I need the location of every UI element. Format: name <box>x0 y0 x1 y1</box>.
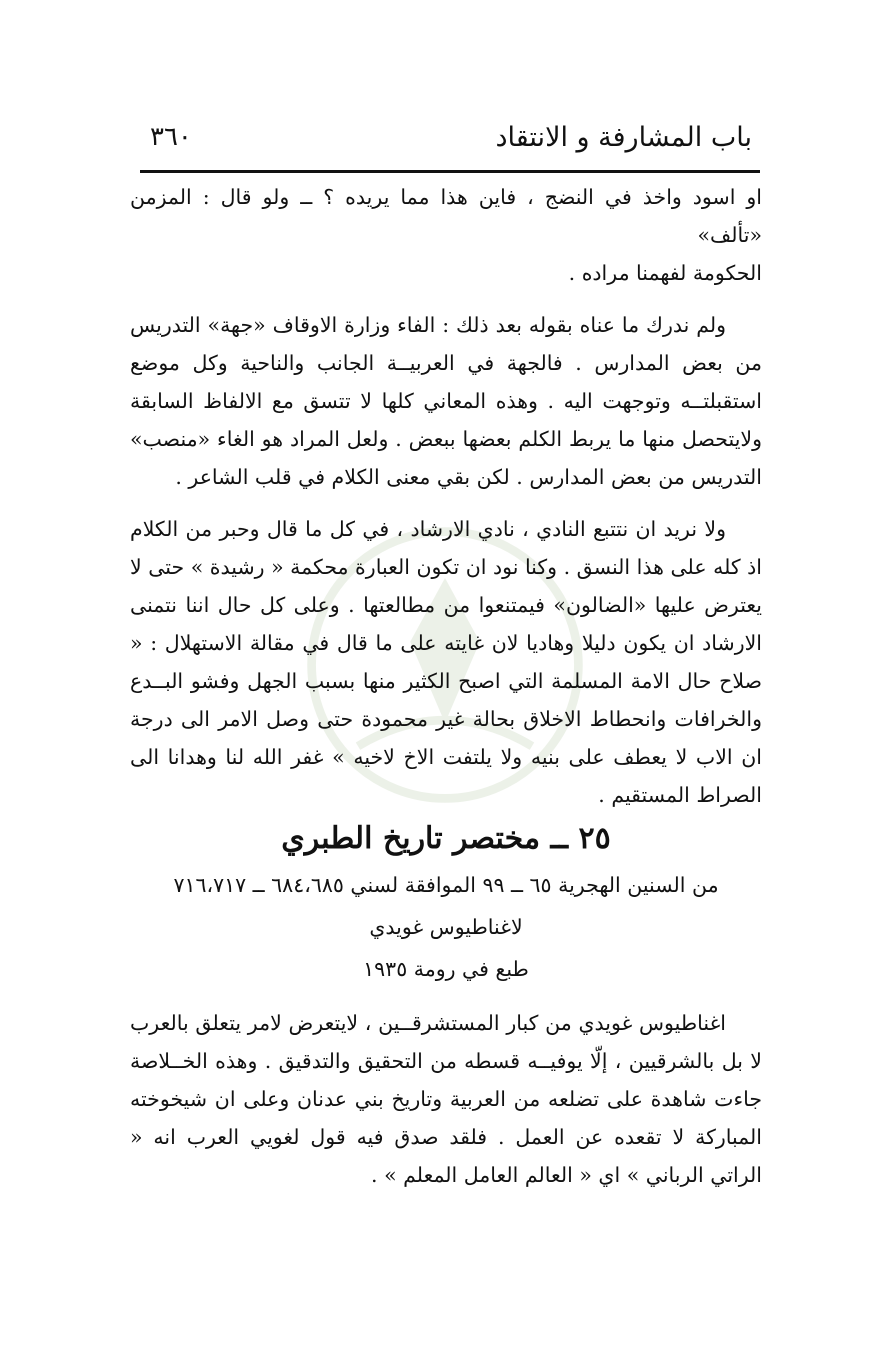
text-line: ما يربط الكلم بعضها ببعض . ولعل المراد هو الغاء «منصب» التدريس من بعض <box>130 427 762 489</box>
text-line: يعترض عليها «الضالون» فيمتنعوا من مطالعتها . وعلى كل حال اننا نتمنى الارشاد <box>130 593 762 655</box>
paragraph-final <box>130 1004 762 1194</box>
text-line: من بعض المدارس . فالجهة في العربيــة الجانب والناحية وكل موضع استقبلتــه <box>130 351 762 413</box>
text-line: ولم ندرك ما عناه بقوله بعد ذلك : الفاء وزارة الاوقاف «جهة» التدريس <box>130 313 726 337</box>
text-line: يعطف على بنيه ولا يلتفت الاخ لاخيه » غفر الله لنا وهدانا الى الصراط <box>130 745 762 807</box>
page-body <box>130 178 762 1194</box>
text-line: الحكومة لفهمنا مراده . <box>568 261 762 285</box>
text-line: جاءت شاهدة على تضلعه من العربية وتاريخ بني عدنان وعلى ان شيخوخته المباركة <box>130 1087 762 1149</box>
text-line: لا بل بالشرقيين ، إلّا يوفيــه قسطه من التحقيق والتدقيق . وهذه الخــلاصة <box>130 1049 762 1073</box>
section-printed: طبع في رومة ١٩٣٥ <box>363 957 529 981</box>
section-title: ٢٥ ــ مختصر تاريخ الطبري <box>281 821 611 856</box>
text-line: ان يكون دليلا وهاديا لان غايته على ما قال في مقالة الاستهلال : « صلاح حال <box>130 631 762 693</box>
page-number: ٣٦٠ <box>150 122 192 152</box>
text-line: اذ كله على هذا النسق . وكنا نود ان تكون العبارة محكمة « رشيدة » حتى لا <box>130 555 762 579</box>
text-line: وانحطاط الاخلاق بحالة غير محمودة حتى وصل الامر الى درجة ان الاب لا <box>130 707 762 769</box>
text-line: او اسود واخذ في النضج ، فاين هذا مما يريده ؟ ــ ولو قال : المزمن «تألف» <box>130 185 762 247</box>
paragraph-3 <box>130 510 762 814</box>
section-author: لاغناطيوس غويدي <box>369 915 523 939</box>
text-line: اغناطيوس غويدي من كبار المستشرقــين ، لايتعرض لامر يتعلق بالعرب <box>130 1011 726 1035</box>
text-line: اي « العالم العامل المعلم » . <box>371 1163 621 1187</box>
text-line: الامة المسلمة التي اصبح الكثير منها بسبب الجهل وفشو البــدع والخرافات <box>130 669 762 731</box>
text-line: المستقيم . <box>598 783 690 807</box>
running-title: باب المشارفة و الانتقاد <box>495 121 752 153</box>
page-header <box>150 112 752 162</box>
section-subtitle: من السنين الهجرية ٦٥ ــ ٩٩ الموافقة لسني ٦٨٤،٦٨٥ ــ ٧١٦،٧١٧ <box>173 873 719 897</box>
paragraph-1 <box>130 178 762 292</box>
header-rule <box>140 170 760 173</box>
text-line: ولا نريد ان نتتبع النادي ، نادي الارشاد ، في كل ما قال وحبر من الكلام <box>130 517 726 541</box>
text-line: لا تقعده عن العمل . فلقد صدق فيه قول لغويي العرب انه « الراتي الرباني » <box>130 1125 762 1187</box>
paragraph-2 <box>130 306 762 496</box>
text-line: المدارس . لكن بقي معنى الكلام في قلب الشاعر . <box>175 465 605 489</box>
text-line: وتوجهت اليه . وهذه المعاني كلها لا تتسق مع الالفاظ السابقة ولايتحصل منها <box>130 389 762 451</box>
